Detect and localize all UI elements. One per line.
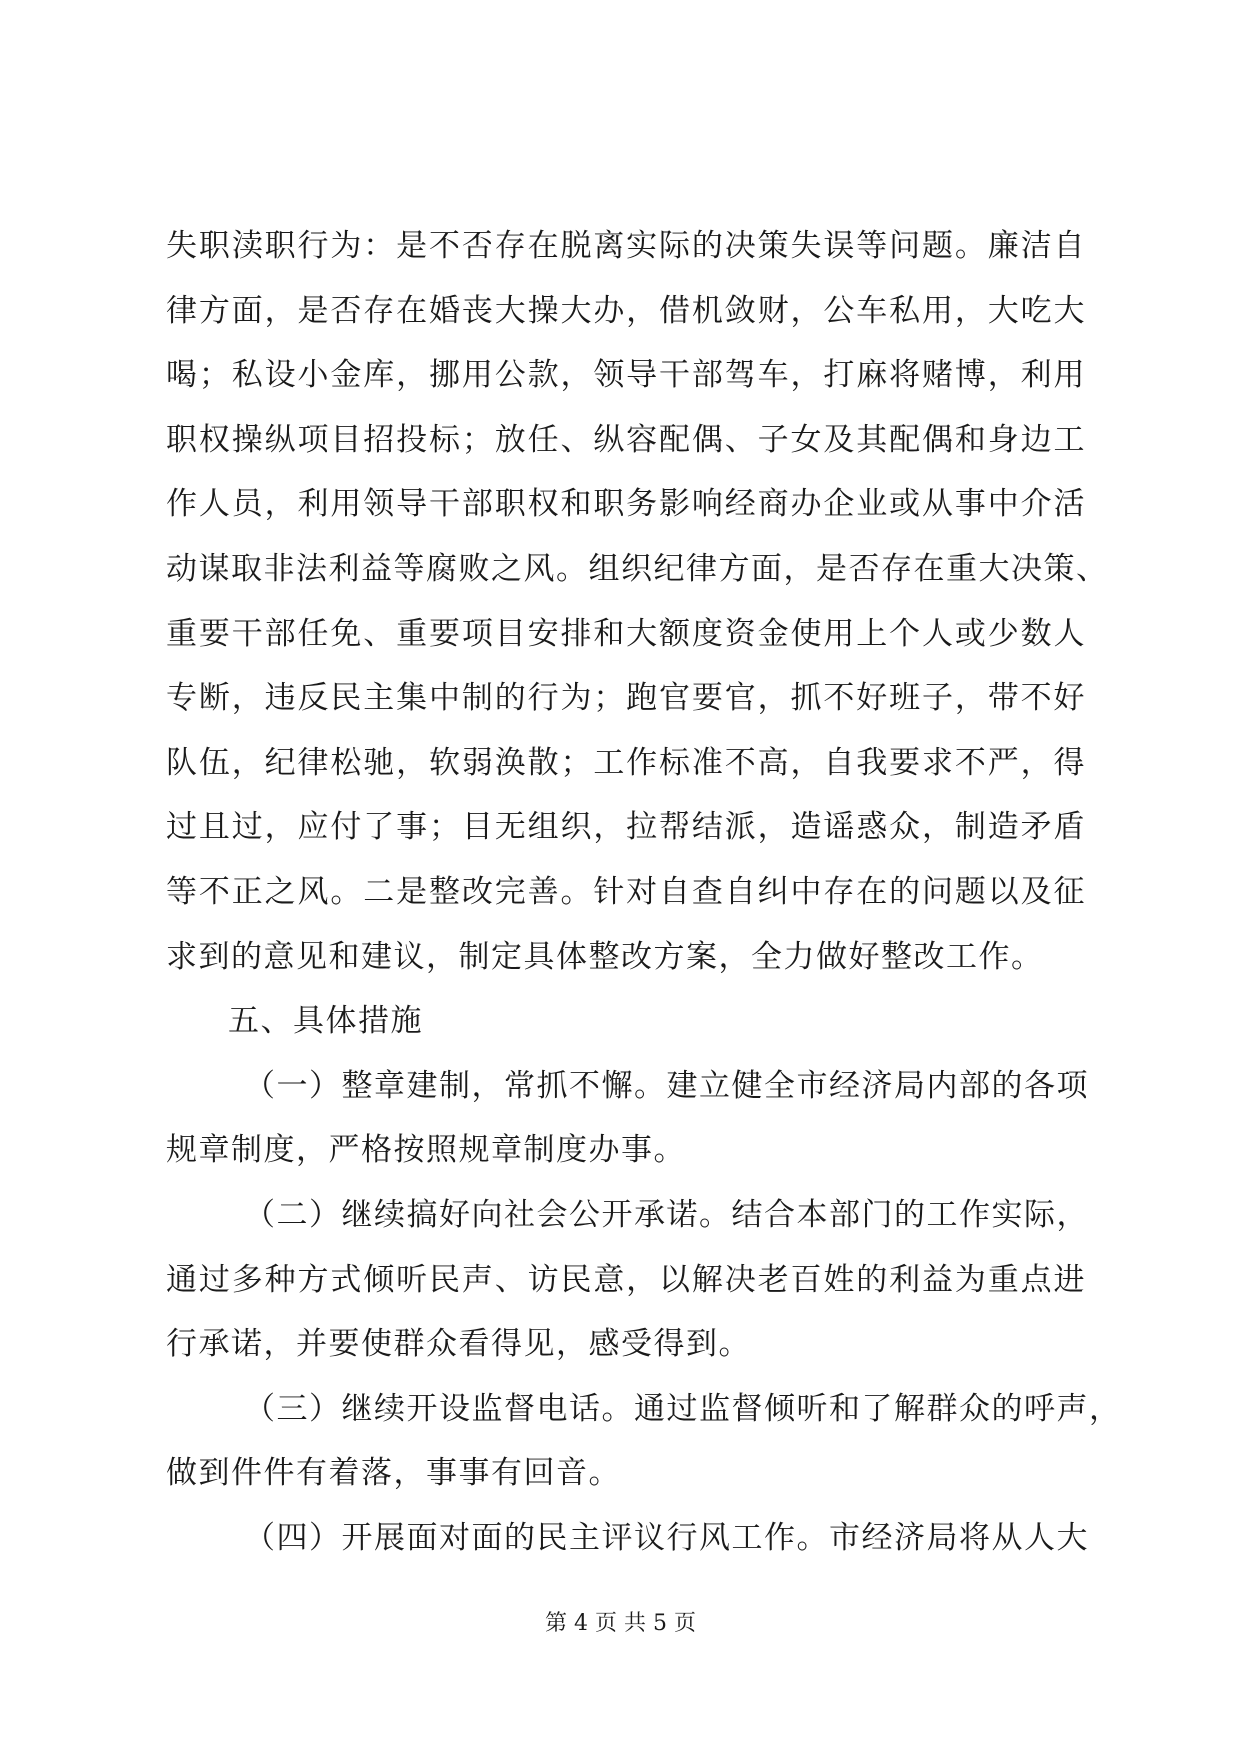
paragraph-line: 过且过，应付了事；目无组织，拉帮结派，造谣惑众，制造矛盾	[166, 809, 1086, 846]
paragraph-line: 作人员，利用领导干部职权和职务影响经商办企业或从事中介活	[166, 486, 1086, 523]
paragraph-line: （四）开展面对面的民主评议行风工作。市经济局将从人大	[244, 1519, 1089, 1556]
paragraph-line: 律方面，是否存在婚丧大操大办，借机敛财，公车私用，大吃大	[166, 292, 1086, 329]
paragraph-line: 行承诺，并要使群众看得见，感受得到。	[166, 1326, 751, 1363]
paragraph-line: 等不正之风。二是整改完善。针对自查自纠中存在的问题以及征	[166, 873, 1086, 910]
page-number-footer: 第 4 页 共 5 页	[545, 1611, 696, 1636]
paragraph-line: （二）继续搞好向社会公开承诺。结合本部门的工作实际，	[244, 1196, 1089, 1233]
paragraph-line: （一）整章建制，常抓不懈。建立健全市经济局内部的各项	[244, 1067, 1089, 1104]
paragraph-line: （三）继续开设监督电话。通过监督倾听和了解群众的呼声，	[244, 1390, 1122, 1427]
paragraph-line: 求到的意见和建议，制定具体整改方案，全力做好整改工作。	[166, 938, 1044, 975]
paragraph-line: 动谋取非法利益等腐败之风。组织纪律方面，是否存在重大决策、	[166, 550, 1109, 587]
paragraph-line: 失职渎职行为：是不否存在脱离实际的决策失误等问题。廉洁自	[166, 228, 1086, 264]
section-heading: 五、具体措施	[228, 1003, 423, 1040]
paragraph-line: 通过多种方式倾听民声、访民意，以解决老百姓的利益为重点进	[166, 1261, 1086, 1298]
paragraph-line: 喝；私设小金库，挪用公款，领导干部驾车，打麻将赌博，利用	[166, 357, 1086, 394]
paragraph-line: 专断，违反民主集中制的行为；跑官要官，抓不好班子，带不好	[166, 680, 1086, 717]
paragraph-line: 职权操纵项目招投标；放任、纵容配偶、子女及其配偶和身边工	[166, 421, 1086, 458]
paragraph-line: 规章制度，严格按照规章制度办事。	[166, 1132, 686, 1169]
paragraph-line: 队伍，纪律松驰，软弱涣散；工作标准不高，自我要求不严，得	[166, 744, 1086, 781]
paragraph-line: 重要干部任免、重要项目安排和大额度资金使用上个人或少数人	[166, 615, 1086, 652]
document-body	[166, 228, 1122, 1584]
paragraph-line: 做到件件有着落，事事有回音。	[166, 1455, 621, 1492]
